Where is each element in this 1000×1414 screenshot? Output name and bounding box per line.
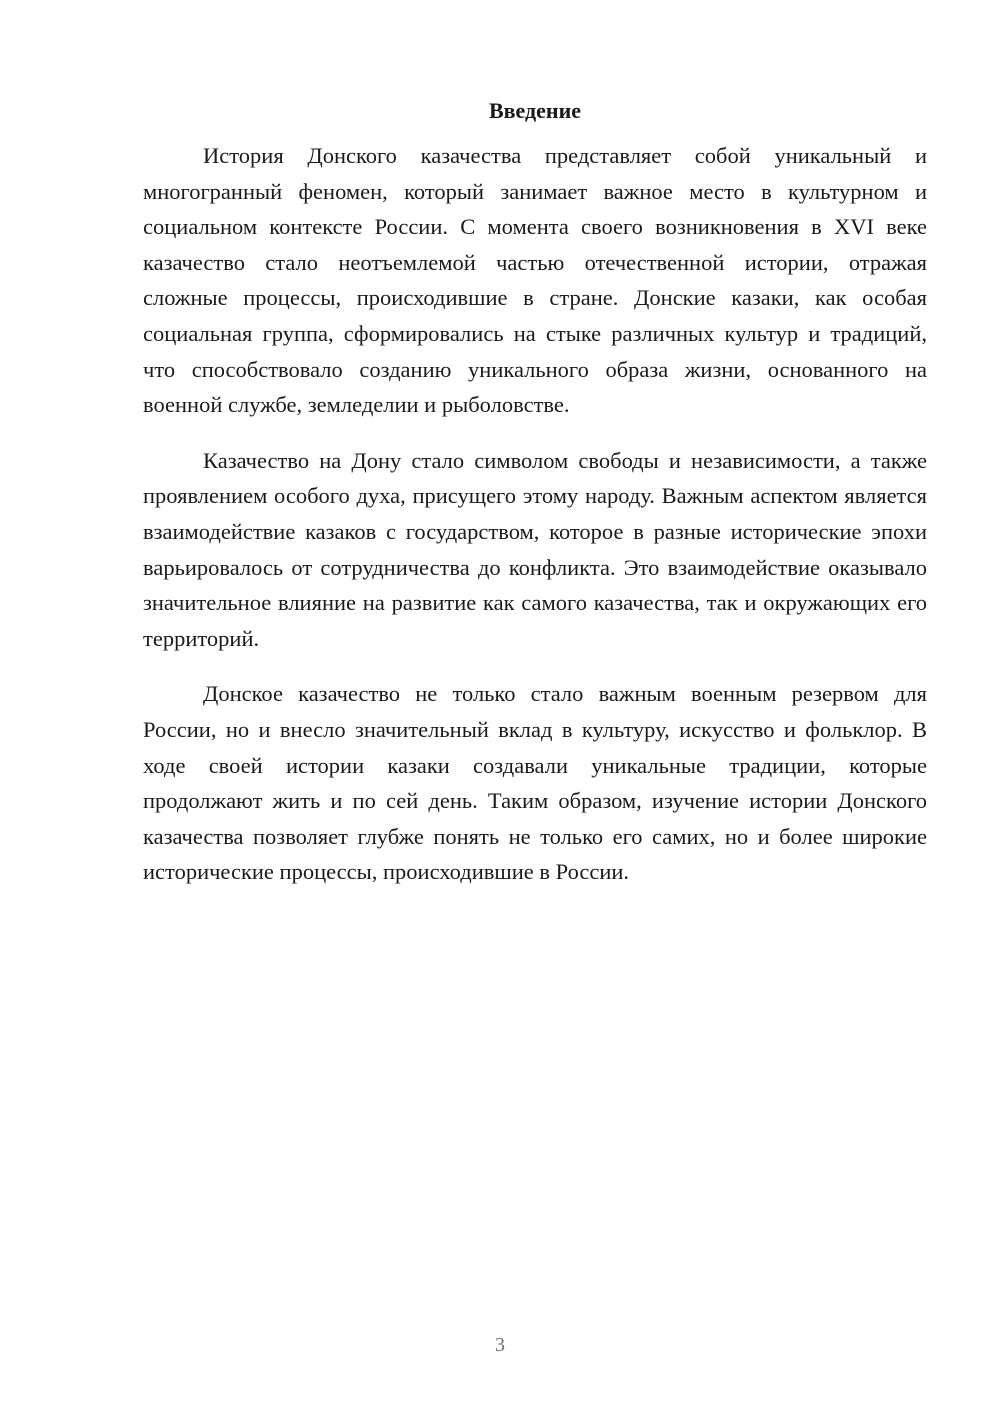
- page-content: [143, 95, 927, 910]
- paragraph-2: Казачество на Дону стало символом свободы и независимости, а также проявлением особого духа, присущего этому народу. Важным аспектом является взаимодействие казаков с государством, которое в разные исторические эпохи варьировалось от сотрудничества до конфликта. Это взаимодействие оказывало значительное влияние на развитие как самого казачества, так и окружающих его территорий.: [143, 447, 927, 651]
- page-title: Введение: [488, 98, 582, 123]
- paragraph-1: История Донского казачества представляет собой уникальный и многогранный феномен, который занимает важное место в культурном и социальном контексте России. С момента своего возникновения в XVI веке казачество стало неотъемлемой частью отечественной истории, отражая сложные процессы, происходившие в стране. Донские казаки, как особая социальная группа, сформировались на стыке различных культур и традиций, что способствовало созданию уникального образа жизни, основанного на военной службе, земледелии и рыболовстве.: [143, 143, 927, 418]
- paragraph-3: Донское казачество не только стало важным военным резервом для России, но и внесло значительный вклад в культуру, искусство и фольклор. В ходе своей истории казаки создавали уникальные традиции, которые продолжают жить и по сей день. Таким образом, изучение истории Донского казачества позволяет глубже понять не только его самих, но и более широкие исторические процессы, происходившие в России.: [143, 681, 927, 885]
- page-number: 3: [495, 1334, 505, 1356]
